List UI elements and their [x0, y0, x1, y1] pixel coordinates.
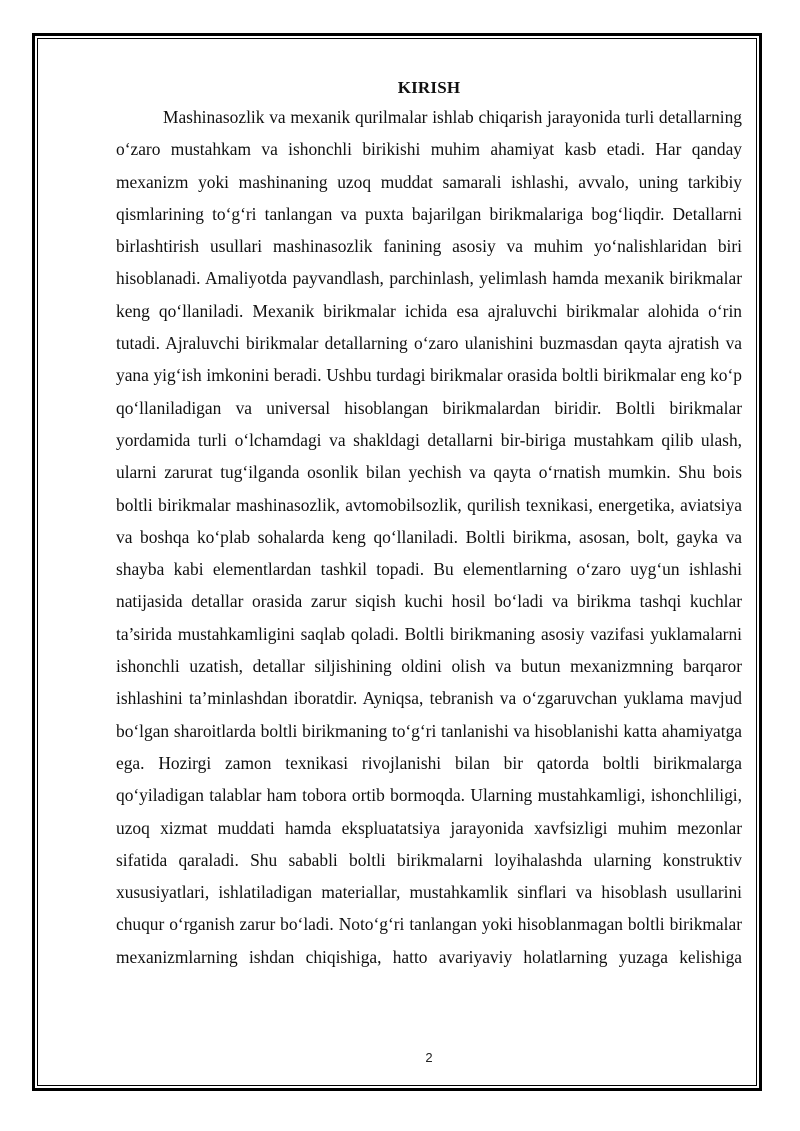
- page-content: [116, 74, 742, 973]
- body-paragraph: Mashinasozlik va mexanik qurilmalar ishlab chiqarish jarayonida turli detallarning o‘zaro mustahkam va ishonchli birikishi muhim ahamiyat kasb etadi. Har qanday mexanizm yoki mashinaning uzoq muddat samarali ishlashi, avvalo, uning tarkibiy qismlarining to‘g‘ri tanlangan va puxta bajarilgan birikmalariga bog‘liqdir. Detallarni birlashtirish usullari mashinasozlik fanining asosiy va muhim yo‘nalishlaridan biri hisoblanadi. Amaliyotda payvandlash, parchinlash, yelimlash hamda mexanik birikmalar keng qo‘llaniladi. Mexanik birikmalar ichida esa ajraluvchi birikmalar alohida o‘rin tutadi. Ajraluvchi birikmalar detallarning o‘zaro ulanishini buzmasdan qayta ajratish va yana yig‘ish imkonini beradi. Ushbu turdagi birikmalar orasida boltli birikmalar eng ko‘p qo‘llaniladigan va universal hisoblangan birikmalardan biridir. Boltli birikmalar yordamida turli o‘lchamdagi va shakldagi detallarni bir-biriga mustahkam qilib ulash, ularni zarurat tug‘ilganda osonlik bilan yechish va qayta o‘rnatish mumkin. Shu bois boltli birikmalar mashinasozlik, avtomobilsozlik, qurilish texnikasi, energetika, aviatsiya va boshqa ko‘plab sohalarda keng qo‘llaniladi. Boltli birikma, asosan, bolt, gayka va shayba kabi elementlardan tashkil topadi. Bu elementlarning o‘zaro uyg‘un ishlashi natijasida detallar orasida zarur siqish kuchi hosil bo‘ladi va birikma tashqi kuchlar ta’sirida mustahkamligini saqlab qoladi. Boltli birikmaning asosiy vazifasi yuklamalarni ishonchli uzatish, detallar siljishining oldini olish va butun mexanizmning barqaror ishlashini ta’minlashdan iboratdir. Ayniqsa, tebranish va o‘zgaruvchan yuklama mavjud bo‘lgan sharoitlarda boltli birikmaning to‘g‘ri tanlanishi va hisoblanishi katta ahamiyatga ega. Hozirgi zamon texnikasi rivojlanishi bilan bir qatorda boltli birikmalarga qo‘yiladigan talablar ham tobora ortib bormoqda. Ularning mustahkamligi, ishonchliligi, uzoq xizmat muddati hamda ekspluatatsiya jarayonida xavfsizligi muhim mezonlar sifatida qaraladi. Shu sababli boltli birikmalarni loyihalashda ularning konstruktiv xususiyatlari, ishlatiladigan materiallar, mustahkamlik sinflari va hisoblash usullarini chuqur o‘rganish zarur bo‘ladi. Noto‘g‘ri tanlangan yoki hisoblanmagan boltli birikmalar mexanizmlarning ishdan chiqishiga, hatto avariyaviy holatlarning yuzaga kelishiga: [116, 107, 742, 967]
- page-number-footer: [0, 1050, 800, 1065]
- section-heading: KIRISH: [397, 78, 461, 97]
- page-number: 2: [425, 1050, 433, 1065]
